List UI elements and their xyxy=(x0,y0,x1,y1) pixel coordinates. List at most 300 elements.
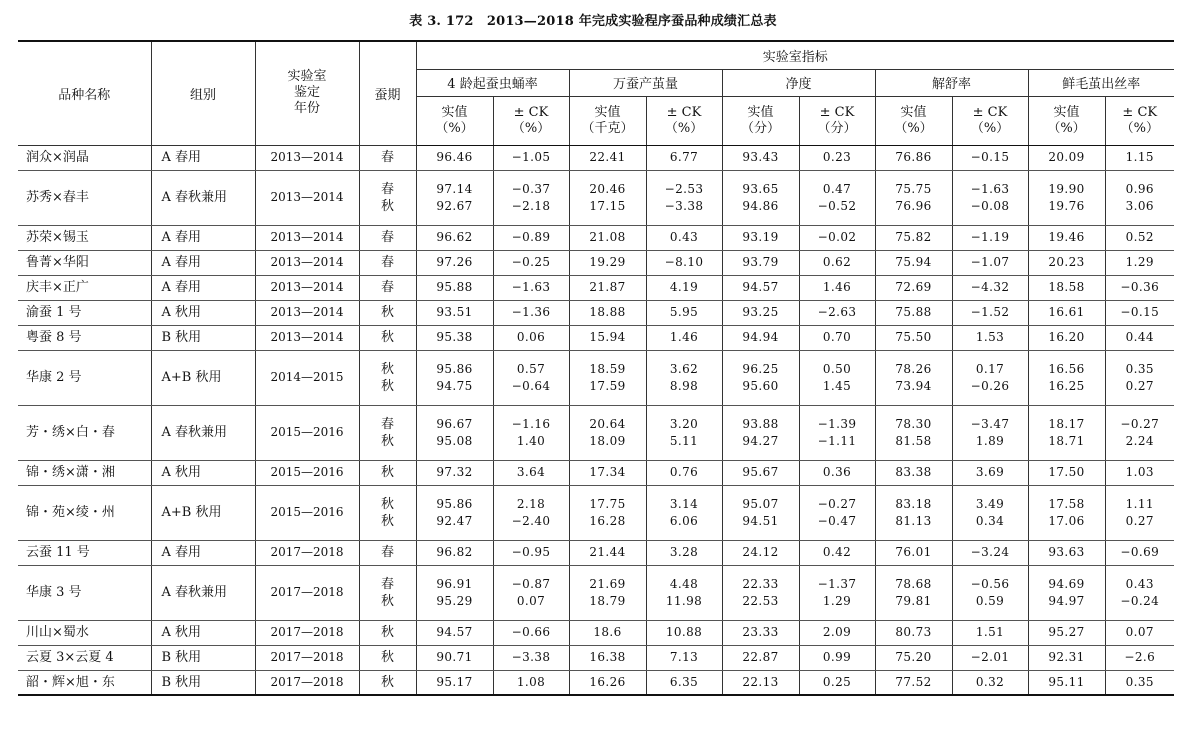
value: 3.28 xyxy=(669,545,699,559)
value: 0.44 xyxy=(1125,330,1154,344)
value-cell xyxy=(952,225,1028,250)
value-cell xyxy=(1028,350,1105,405)
value: −0.69 xyxy=(1120,545,1160,559)
value: 97.14 xyxy=(436,181,473,196)
value-cell xyxy=(646,670,722,695)
season-cell xyxy=(359,620,416,645)
value: 96.62 xyxy=(436,230,473,244)
period-cell: 2013—2014 xyxy=(255,325,359,350)
value: 17.34 xyxy=(589,465,626,479)
value: 0.27 xyxy=(1125,513,1154,528)
value: 93.65 xyxy=(742,181,779,196)
value: 0.23 xyxy=(822,150,852,164)
value-cell xyxy=(1028,145,1105,170)
season-value: 春 xyxy=(380,255,394,270)
period-cell: 2013—2014 xyxy=(255,225,359,250)
value-cell xyxy=(493,645,569,670)
table-row xyxy=(18,405,1174,460)
season-value: 秋 xyxy=(380,625,394,640)
value: 0.35 xyxy=(1125,361,1154,376)
subheader-label: 实值 xyxy=(594,104,621,120)
value: 92.67 xyxy=(436,198,473,213)
value-cell xyxy=(569,225,646,250)
subheader-label: 实值 xyxy=(441,104,468,120)
value: 79.81 xyxy=(895,593,932,608)
value: 21.87 xyxy=(589,280,626,294)
value-cell xyxy=(1028,275,1105,300)
variety-name: 渝蚕 1 号 xyxy=(18,300,151,325)
value-cell xyxy=(722,300,799,325)
value: −2.18 xyxy=(511,198,551,213)
value-cell xyxy=(493,170,569,225)
value: 3.06 xyxy=(1125,198,1154,213)
season-cell xyxy=(359,250,416,275)
value: −0.89 xyxy=(511,230,551,244)
subheader-unit: （%） xyxy=(894,120,933,136)
value-cell xyxy=(493,300,569,325)
season-cell xyxy=(359,225,416,250)
value: 19.29 xyxy=(589,255,626,269)
value-cell xyxy=(1105,170,1174,225)
value-cell xyxy=(569,325,646,350)
value-cell xyxy=(493,350,569,405)
value: 16.38 xyxy=(589,650,626,664)
value: −1.52 xyxy=(970,305,1010,319)
value-cell xyxy=(875,540,952,565)
subheader-unit: （%） xyxy=(970,120,1010,136)
subheader-label: 实值 xyxy=(747,104,774,120)
value: 0.50 xyxy=(822,361,852,376)
value-cell xyxy=(875,170,952,225)
value-cell xyxy=(1028,565,1105,620)
value-cell xyxy=(722,645,799,670)
value: 0.43 xyxy=(669,230,699,244)
value-cell xyxy=(799,620,875,645)
value: 19.90 xyxy=(1048,181,1085,196)
period-cell: 2015—2016 xyxy=(255,405,359,460)
value: −0.66 xyxy=(511,625,551,639)
value: 95.88 xyxy=(436,280,473,294)
value: 94.75 xyxy=(436,378,473,393)
value: 93.25 xyxy=(742,305,779,319)
value: 76.86 xyxy=(895,150,932,164)
subheader xyxy=(799,96,875,145)
value-cell xyxy=(722,170,799,225)
group-cell: B 秋用 xyxy=(151,670,255,695)
season-cell xyxy=(359,540,416,565)
value-cell xyxy=(799,170,875,225)
value-cell xyxy=(416,325,493,350)
value: 20.23 xyxy=(1048,255,1085,269)
value-cell xyxy=(952,460,1028,485)
value-cell xyxy=(569,170,646,225)
value-cell xyxy=(1105,670,1174,695)
season-cell xyxy=(359,145,416,170)
value: 1.53 xyxy=(975,330,1005,344)
subheader-label: ± CK xyxy=(1122,104,1158,120)
value-cell xyxy=(1105,250,1174,275)
value: 81.13 xyxy=(895,513,932,528)
value: 95.11 xyxy=(1048,674,1085,689)
value: 11.98 xyxy=(665,593,703,608)
value-cell xyxy=(1105,275,1174,300)
value: 78.26 xyxy=(895,361,932,376)
period-cell: 2015—2016 xyxy=(255,485,359,540)
value-cell xyxy=(646,540,722,565)
value-cell xyxy=(646,325,722,350)
variety-name: 华康 3 号 xyxy=(18,565,151,620)
variety-name: 川山×蜀水 xyxy=(18,620,151,645)
table-row xyxy=(18,275,1174,300)
value: −3.47 xyxy=(970,416,1010,431)
value: 17.75 xyxy=(589,496,626,511)
value-cell xyxy=(416,540,493,565)
value: 5.95 xyxy=(669,305,699,319)
table-row xyxy=(18,145,1174,170)
value: 2.24 xyxy=(1125,433,1154,448)
value: 94.86 xyxy=(742,198,779,213)
value: −1.37 xyxy=(817,576,857,591)
value: 21.44 xyxy=(589,545,626,559)
subheader-unit: （%） xyxy=(1047,120,1086,136)
value: 21.08 xyxy=(589,230,626,244)
value-cell xyxy=(416,300,493,325)
value: 95.86 xyxy=(436,361,473,376)
value: −0.26 xyxy=(970,378,1010,393)
value-cell xyxy=(493,485,569,540)
group-cell: B 秋用 xyxy=(151,325,255,350)
period-cell: 2013—2014 xyxy=(255,300,359,325)
value: −2.01 xyxy=(970,650,1010,664)
value: 16.61 xyxy=(1048,305,1085,319)
value: 7.13 xyxy=(669,650,699,664)
period-cell: 2013—2014 xyxy=(255,275,359,300)
header-season: 蚕期 xyxy=(359,41,416,145)
value-cell xyxy=(569,405,646,460)
value-cell xyxy=(569,250,646,275)
value-cell xyxy=(569,620,646,645)
variety-name: 华康 2 号 xyxy=(18,350,151,405)
variety-name: 韶・辉×旭・东 xyxy=(18,670,151,695)
value-cell xyxy=(799,350,875,405)
value: 4.19 xyxy=(669,280,699,294)
variety-name: 芳・绣×白・春 xyxy=(18,405,151,460)
value-cell xyxy=(875,405,952,460)
value-cell xyxy=(1028,405,1105,460)
period-cell: 2013—2014 xyxy=(255,250,359,275)
season-cell xyxy=(359,275,416,300)
value: 20.46 xyxy=(589,181,626,196)
value-cell xyxy=(799,565,875,620)
subheader-unit: （%） xyxy=(1120,120,1159,136)
header-lab-indicators: 实验室指标 xyxy=(416,41,1174,69)
value: 1.46 xyxy=(822,280,852,294)
value-cell xyxy=(493,565,569,620)
value: −1.16 xyxy=(511,416,551,431)
season-value: 秋 xyxy=(380,674,394,690)
value-cell xyxy=(416,170,493,225)
value-cell xyxy=(722,540,799,565)
variety-name: 锦・绣×潇・湘 xyxy=(18,460,151,485)
value-cell xyxy=(1028,540,1105,565)
value: 94.57 xyxy=(436,625,473,639)
value: 0.47 xyxy=(822,181,852,196)
value: 93.51 xyxy=(436,305,473,319)
value: 6.35 xyxy=(669,674,699,689)
value-cell xyxy=(875,670,952,695)
value-cell xyxy=(646,405,722,460)
value: 22.87 xyxy=(742,650,779,664)
season-cell xyxy=(359,670,416,695)
value-cell xyxy=(952,485,1028,540)
value: 0.42 xyxy=(822,545,852,559)
value: 15.94 xyxy=(589,330,626,344)
value: −8.10 xyxy=(664,255,704,269)
subheader-label: ± CK xyxy=(972,104,1008,120)
value: 95.38 xyxy=(436,330,473,344)
value: 0.36 xyxy=(822,465,852,479)
value-cell xyxy=(722,405,799,460)
table-caption: 表 3. 172 2013—2018 年完成实验程序蚕品种成绩汇总表 xyxy=(409,14,777,29)
value-cell xyxy=(952,645,1028,670)
value: 24.12 xyxy=(742,545,779,559)
header-metric: 净度 xyxy=(722,69,875,96)
value: 3.69 xyxy=(975,465,1005,479)
table-row xyxy=(18,325,1174,350)
value: −2.53 xyxy=(664,181,704,196)
value: −0.95 xyxy=(511,545,551,559)
value: 73.94 xyxy=(895,378,932,393)
value-cell xyxy=(493,405,569,460)
header-metric: 解舒率 xyxy=(875,69,1028,96)
variety-name: 鲁菁×华阳 xyxy=(18,250,151,275)
value: 0.25 xyxy=(822,674,852,689)
value: 17.06 xyxy=(1048,513,1085,528)
value: −0.36 xyxy=(1120,280,1160,294)
subheader xyxy=(569,96,646,145)
value: 78.68 xyxy=(895,576,932,591)
value: 95.86 xyxy=(436,496,473,511)
table-row xyxy=(18,645,1174,670)
subheader-label: ± CK xyxy=(666,104,702,120)
value-cell xyxy=(952,275,1028,300)
value-cell xyxy=(1028,250,1105,275)
value-cell xyxy=(646,460,722,485)
value: −0.52 xyxy=(817,198,857,213)
value: 97.26 xyxy=(436,255,473,269)
value: 21.69 xyxy=(589,576,626,591)
subheader-label: ± CK xyxy=(513,104,549,120)
value: 80.73 xyxy=(895,625,932,639)
value-cell xyxy=(799,275,875,300)
table-row xyxy=(18,620,1174,645)
value-cell xyxy=(493,460,569,485)
value: −1.11 xyxy=(817,433,857,448)
value: 0.32 xyxy=(975,674,1005,689)
value: 19.46 xyxy=(1048,230,1085,244)
value-cell xyxy=(1105,460,1174,485)
value: 16.25 xyxy=(1048,378,1085,393)
value-cell xyxy=(722,145,799,170)
value-cell xyxy=(646,350,722,405)
season-value: 秋 xyxy=(380,650,394,665)
variety-name: 苏秀×春丰 xyxy=(18,170,151,225)
subheader xyxy=(493,96,569,145)
variety-name: 锦・苑×绫・州 xyxy=(18,485,151,540)
value: 0.17 xyxy=(975,361,1005,376)
value-cell xyxy=(722,670,799,695)
season-cell xyxy=(359,325,416,350)
value-cell xyxy=(416,145,493,170)
subheader-unit: （千克） xyxy=(581,120,634,136)
value-cell xyxy=(952,620,1028,645)
value: −4.32 xyxy=(970,280,1010,294)
season-value: 春 xyxy=(380,576,394,592)
group-cell: A 春秋兼用 xyxy=(151,405,255,460)
value-cell xyxy=(1028,485,1105,540)
value-cell xyxy=(646,170,722,225)
value-cell xyxy=(1105,565,1174,620)
value: 22.41 xyxy=(589,150,626,164)
value: 3.20 xyxy=(669,416,699,431)
value: −3.24 xyxy=(970,545,1010,559)
subheader xyxy=(952,96,1028,145)
value-cell xyxy=(875,145,952,170)
value-cell xyxy=(416,565,493,620)
value: 20.64 xyxy=(589,416,626,431)
value: 1.89 xyxy=(975,433,1005,448)
variety-name: 庆丰×正广 xyxy=(18,275,151,300)
group-cell: A 春秋兼用 xyxy=(151,170,255,225)
value-cell xyxy=(722,350,799,405)
variety-name: 云夏 3×云夏 4 xyxy=(18,645,151,670)
group-cell: A 春用 xyxy=(151,275,255,300)
value: 0.34 xyxy=(975,513,1005,528)
value: −0.25 xyxy=(511,255,551,269)
value: 2.09 xyxy=(822,625,852,639)
value-cell xyxy=(1028,325,1105,350)
value-cell xyxy=(646,645,722,670)
table-row xyxy=(18,460,1174,485)
value-cell xyxy=(875,620,952,645)
value-cell xyxy=(646,275,722,300)
value: 90.71 xyxy=(436,650,473,664)
table-row xyxy=(18,670,1174,695)
value-cell xyxy=(493,145,569,170)
value: 76.96 xyxy=(895,198,932,213)
value: 96.82 xyxy=(436,545,473,559)
season-value: 秋 xyxy=(380,465,394,480)
value: 18.71 xyxy=(1048,433,1085,448)
value: 95.27 xyxy=(1048,625,1085,639)
value: 6.06 xyxy=(669,513,699,528)
value: 17.50 xyxy=(1048,465,1085,479)
season-cell xyxy=(359,405,416,460)
value-cell xyxy=(952,350,1028,405)
value: 75.82 xyxy=(895,230,932,244)
value-cell xyxy=(493,250,569,275)
season-value: 秋 xyxy=(380,378,394,394)
value: 2.18 xyxy=(516,496,546,511)
header-period-line1: 实验室 xyxy=(287,69,327,85)
value: 93.88 xyxy=(742,416,779,431)
group-cell: A 秋用 xyxy=(151,300,255,325)
value: −0.15 xyxy=(970,150,1010,164)
value: −3.38 xyxy=(664,198,704,213)
value: −0.56 xyxy=(970,576,1010,591)
value-cell xyxy=(646,300,722,325)
value: 94.51 xyxy=(742,513,779,528)
value: 18.59 xyxy=(589,361,626,376)
group-cell: A 秋用 xyxy=(151,620,255,645)
season-value: 秋 xyxy=(380,496,394,512)
table-row xyxy=(18,540,1174,565)
value: 18.6 xyxy=(593,625,622,639)
value: −0.47 xyxy=(817,513,857,528)
value: 19.76 xyxy=(1048,198,1085,213)
period-cell: 2013—2014 xyxy=(255,170,359,225)
value: 16.56 xyxy=(1048,361,1085,376)
value-cell xyxy=(875,645,952,670)
period-cell: 2017—2018 xyxy=(255,620,359,645)
value-cell xyxy=(416,250,493,275)
value: −0.27 xyxy=(817,496,857,511)
results-table xyxy=(18,40,1174,696)
value-cell xyxy=(646,145,722,170)
value: 81.58 xyxy=(895,433,932,448)
header-metric: 4 龄起蚕虫蛹率 xyxy=(416,69,569,96)
value-cell xyxy=(493,540,569,565)
value: −0.87 xyxy=(511,576,551,591)
value-cell xyxy=(875,485,952,540)
value-cell xyxy=(646,565,722,620)
value-cell xyxy=(799,645,875,670)
value-cell xyxy=(799,405,875,460)
value: 75.75 xyxy=(895,181,932,196)
value: 0.62 xyxy=(822,255,852,269)
variety-name: 苏荣×锡玉 xyxy=(18,225,151,250)
value-cell xyxy=(875,225,952,250)
value: 0.59 xyxy=(975,593,1005,608)
value: 1.51 xyxy=(975,625,1005,639)
value: −1.63 xyxy=(970,181,1010,196)
value: 22.33 xyxy=(742,576,779,591)
subheader xyxy=(875,96,952,145)
value: 1.40 xyxy=(516,433,546,448)
value: 18.09 xyxy=(589,433,626,448)
value-cell xyxy=(722,485,799,540)
value: 0.70 xyxy=(822,330,852,344)
value: −1.07 xyxy=(970,255,1010,269)
variety-name: 云蚕 11 号 xyxy=(18,540,151,565)
value: 1.08 xyxy=(516,674,546,689)
value: −1.36 xyxy=(511,305,551,319)
header-period-line3: 年份 xyxy=(293,101,320,117)
value: −0.64 xyxy=(511,378,551,393)
value: −1.05 xyxy=(511,150,551,164)
value-cell xyxy=(875,460,952,485)
period-cell: 2017—2018 xyxy=(255,565,359,620)
season-value: 秋 xyxy=(380,361,394,377)
season-cell xyxy=(359,170,416,225)
period-cell: 2013—2014 xyxy=(255,145,359,170)
value: 0.27 xyxy=(1125,378,1154,393)
group-cell: B 秋用 xyxy=(151,645,255,670)
value-cell xyxy=(646,485,722,540)
value-cell xyxy=(646,620,722,645)
value: 94.69 xyxy=(1048,576,1085,591)
value: 94.57 xyxy=(742,280,779,294)
